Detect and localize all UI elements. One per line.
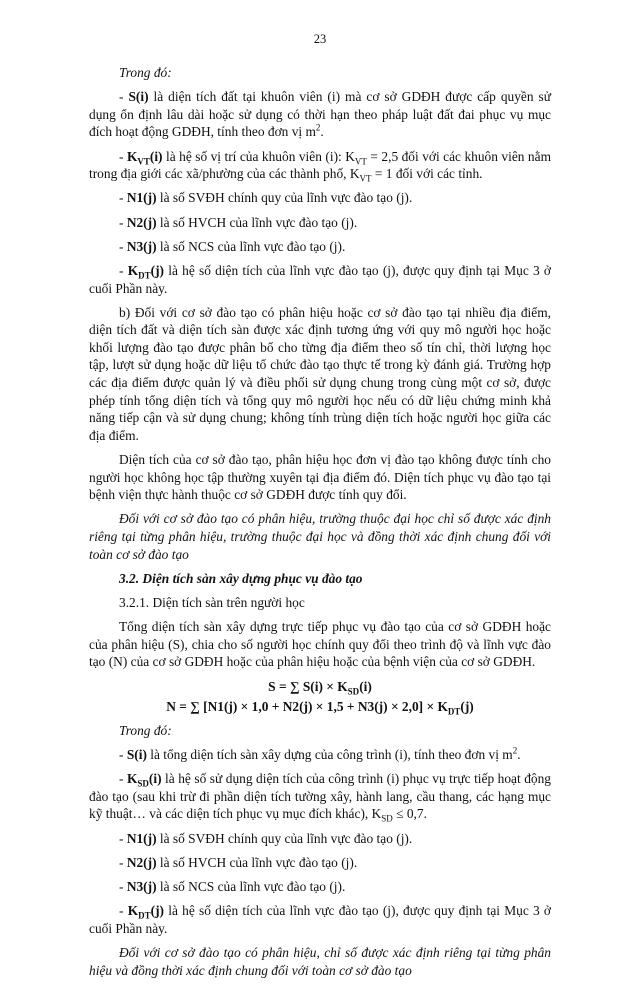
definition-n3-floor: - N3(j) là số NCS của lĩnh vực đào tạo (j). (119, 878, 346, 894)
definition-s-land: - S(i) là diện tích đất tại khuôn viên (i) mà cơ sở GDĐH được cấp quyền sử dụng ổn định lâu dài hoặc sử dụng có thời hạn theo pháp luật đất đai phục vụ mục đích hoạt động GDĐH, tính theo đơn vị $m^2$. (89, 89, 551, 140)
trong-do-label: Trong đó: (119, 65, 172, 80)
document-body (89, 64, 551, 986)
note-phan-hieu-2: Đối với cơ sở đào tạo có phân hiệu, chỉ số được xác định riêng tại từng phân hiệu và đồng thời xác định chung đối với toàn cơ sở đào tạo (89, 944, 551, 978)
formula-n: N = ∑ $[N1(j) \times 1,0 + N2(j) \times 1,5 + N3(j) \times 2,0] \times K_{DT}(j)$ (166, 698, 474, 717)
paragraph-dien-tich: Diện tích của cơ sở đào tạo, phân hiệu học đơn vị đào tạo không được tính cho người học không học tập thường xuyên tại địa điểm đó. Diện tích phục vụ đào tạo tại bệnh viện thực hành thuộc cơ sở GDĐH được tính quy đổi. (89, 452, 551, 503)
definition-ksd: - $K_{SD}(i)$ là hệ số sử dụng diện tích của công trình (i) phục vụ trực tiếp hoạt động đào tạo (sau khi trừ đi phần diện tích tường xây, hành lang, cầu thang, các hạng mục kỹ thuật… và các diện tích phục vụ mục đích khác), $K_{SD} \le 0,7$. (89, 771, 551, 825)
paragraph-tong-dien-tich: Tổng diện tích sàn xây dựng trực tiếp phục vụ đào tạo của cơ sở GDĐH hoặc của phân hiệu (S), chia cho số người học chính quy đổi theo trình độ và lĩnh vực đào tạo (N) của cơ sở GDĐH hoặc của phân hiệu hoặc của bệnh viện của cơ sở GDĐH. (89, 619, 551, 670)
formula-s: S = ∑ $S(i) \times K_{SD}(i)$ (268, 678, 372, 697)
definition-kdt-floor: - $K_{DT}(j)$ là hệ số diện tích của lĩnh vực đào tạo (j), được quy định tại Mục 3 ở cuối Phần này. (89, 903, 551, 936)
page-number: 23 (313, 32, 327, 46)
heading-3-2: 3.2. Diện tích sàn xây dựng phục vụ đào tạo (119, 570, 363, 586)
definition-n2-floor: - N2(j) là số HVCH của lĩnh vực đào tạo (j). (119, 854, 358, 870)
definition-s-floor: - S(i) là tổng diện tích sàn xây dựng của công trình (i), tính theo đơn vị $m^2$. (119, 745, 521, 762)
definition-kvt: - $K_{VT}(i)$ là hệ số vị trí của khuôn viên (i): $K_{VT} = 2,5$ đối với các khuôn viên nằm trong địa giới các xã/phường của các thành phố, $K_{VT} = 1$ đối với các tỉnh. (89, 148, 551, 184)
note-phan-hieu-1: Đối với cơ sở đào tạo có phân hiệu, trường thuộc đại học chỉ số được xác định riêng tại từng phân hiệu, trường thuộc đại học và đồng thời xác định chung đối với toàn cơ sở đào tạo (89, 511, 551, 562)
definition-n2-land: - N2(j) là số HVCH của lĩnh vực đào tạo (j). (119, 214, 358, 230)
paragraph-b: b) Đối với cơ sở đào tạo có phân hiệu hoặc cơ sở đào tạo tại nhiều địa điểm, diện tích đất và diện tích sàn được xác định tương ứng với quy mô người học hoặc khối lượng đào tạo được phân bổ cho từng địa điểm theo số tín chỉ, thời lượng học tập, lượt sử dụng hoặc dữ liệu tổ chức đào tạo thực tế trong kỳ đánh giá. Trường hợp các địa điểm được quản lý và điều phối sử dụng chung trong cùng một cơ sở, được phép tính tổng diện tích và tổng quy mô người học nếu có dữ liệu chứng minh khả năng tiếp cận và sử dụng chung; không tính trùng diện tích hoặc người học giữa các địa điểm. (89, 304, 551, 443)
trong-do-label-2: Trong đó: (119, 722, 172, 738)
definition-kdt-land: - $K_{DT}(j)$ là hệ số diện tích của lĩnh vực đào tạo (j), được quy định tại Mục 3 ở cuối Phần này. (89, 262, 551, 296)
heading-3-2-1: 3.2.1. Diện tích sàn trên người học (119, 594, 305, 610)
definition-n3-land: - N3(j) là số NCS của lĩnh vực đào tạo (j). (119, 238, 346, 254)
definition-n1-land: - N1(j) là số SVĐH chính quy của lĩnh vực đào tạo (j). (119, 190, 413, 206)
definition-n1-floor: - N1(j) là số SVĐH chính quy của lĩnh vực đào tạo (j). (119, 830, 413, 846)
